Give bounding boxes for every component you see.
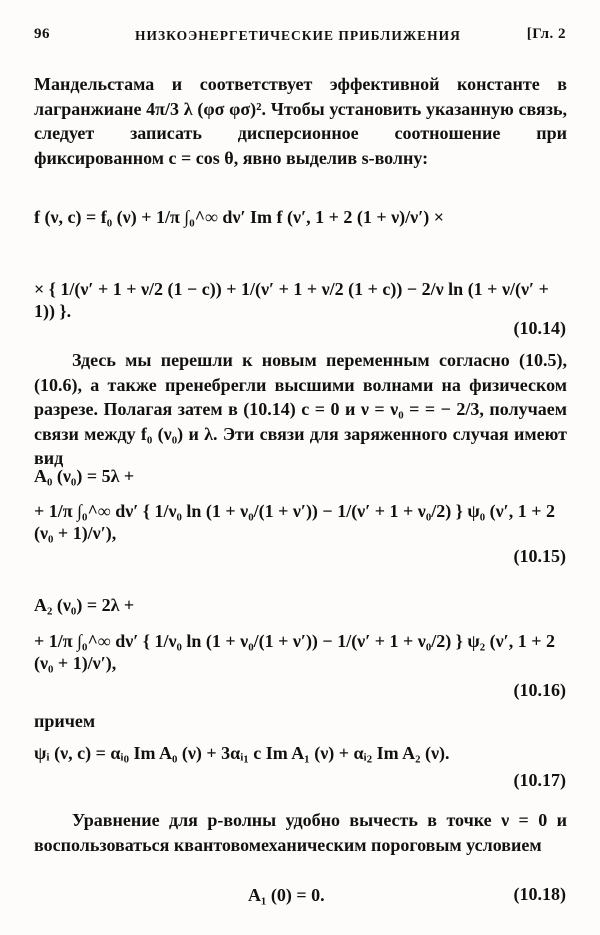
paragraph-3-text: Уравнение для p-волны удобно вычесть в точке ν = 0 и воспользоваться квантовомеханическим пороговым условием bbox=[34, 810, 567, 855]
paragraph-2-text: Здесь мы перешли к новым переменным согласно (10.5), (10.6), а также пренебрегли высшими волнами на физическом разрезе. Полагая затем в (10.14) c = 0 и ν = ν₀ = = − 2/3, получаем связи между f₀ (ν₀) и λ. Эти связи для заряженного случая имеют вид bbox=[34, 350, 567, 468]
paragraph-1 bbox=[34, 72, 567, 170]
running-title: НИЗКОЭНЕРГЕТИЧЕСКИЕ ПРИБЛИЖЕНИЯ bbox=[135, 28, 461, 43]
paragraph-1-text: Мандельстама и соответствует эффективной константе в лагранжиане 4π/3 λ (φσ φσ)². Чтобы установить указанную связь, следует записать дисперсионное соотношение при фиксированном c = cos θ, явно выделив s-волну: bbox=[34, 74, 567, 168]
equation-number-10-14: (10.14) bbox=[513, 318, 566, 338]
equation-number-10-18: (10.18) bbox=[513, 884, 566, 904]
paragraph-3 bbox=[34, 808, 567, 857]
equation-10-15-line-1: A₀ (ν₀) = 5λ + bbox=[34, 466, 135, 486]
equation-10-17: ψᵢ (ν, c) = αᵢ₀ Im A₀ (ν) + 3αᵢ₁ c Im A₁ (ν) + αᵢ₂ Im A₂ (ν). bbox=[34, 743, 450, 763]
equation-10-14-line-1: f (ν, c) = f₀ (ν) + 1/π ∫₀^∞ dν′ Im f (ν′, 1 + 2 (1 + ν)/ν′) × bbox=[34, 207, 445, 227]
equation-10-18: A₁ (0) = 0. bbox=[248, 885, 325, 905]
equation-10-16-line-2: + 1/π ∫₀^∞ dν′ { 1/ν₀ ln (1 + ν₀/(1 + ν′)) − 1/(ν′ + 1 + ν₀/2) } ψ₂ (ν′, 1 + 2 (ν₀ + 1)/ν′), bbox=[34, 631, 555, 673]
equation-number-10-17: (10.17) bbox=[513, 770, 566, 790]
equation-10-15-line-2: + 1/π ∫₀^∞ dν′ { 1/ν₀ ln (1 + ν₀/(1 + ν′)) − 1/(ν′ + 1 + ν₀/2) } ψ₀ (ν′, 1 + 2 (ν₀ + 1)/ν′), bbox=[34, 501, 555, 543]
page-number: 96 bbox=[34, 26, 50, 42]
equation-number-10-15: (10.15) bbox=[513, 546, 566, 566]
word-prichem: причем bbox=[34, 711, 96, 731]
chapter-label: [Гл. 2 bbox=[526, 26, 566, 42]
paragraph-2 bbox=[34, 348, 567, 471]
equation-number-10-16: (10.16) bbox=[513, 680, 566, 700]
equation-10-14-line-2: × { 1/(ν′ + 1 + ν/2 (1 − c)) + 1/(ν′ + 1 + ν/2 (1 + c)) − 2/ν ln (1 + ν/(ν′ + 1)) }. bbox=[34, 279, 549, 321]
equation-10-16-line-1: A₂ (ν₀) = 2λ + bbox=[34, 595, 135, 615]
